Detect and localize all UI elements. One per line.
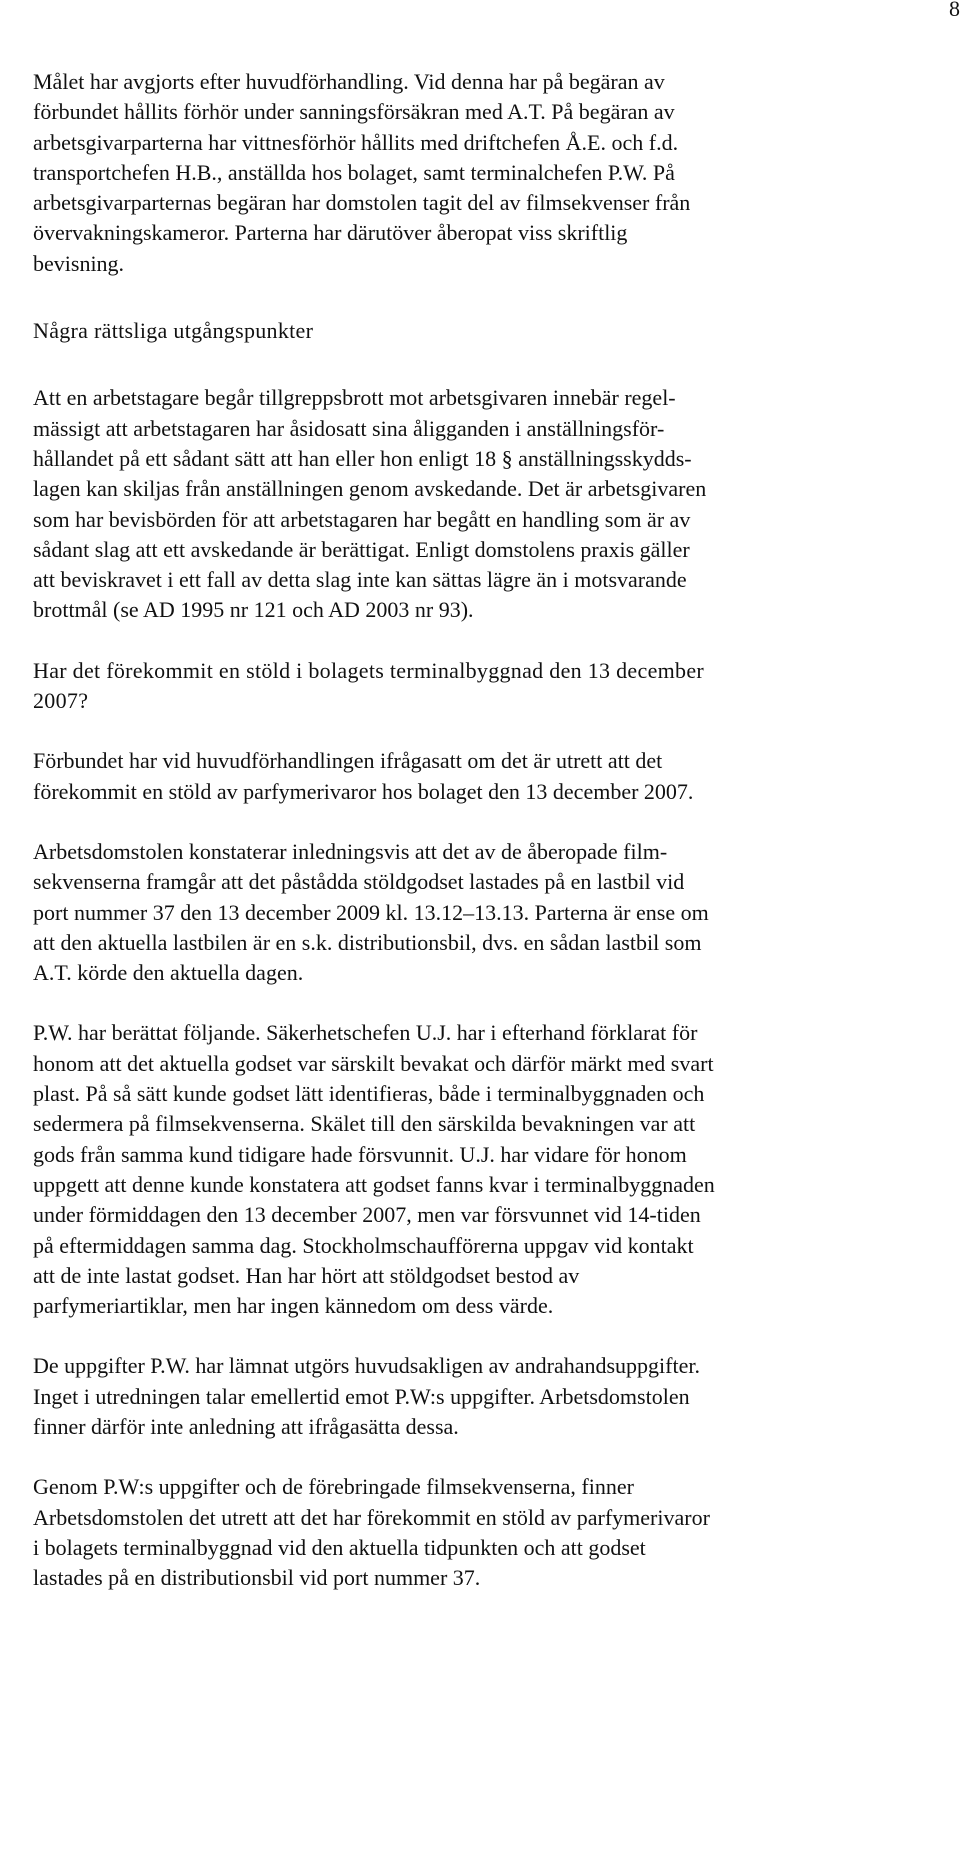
paragraph-union-challenge: Förbundet har vid huvudförhandlingen ifrågasatt om det är utrett att det förekommit en stöld av parfymerivaror hos bolaget den 13 december 2007. <box>33 748 694 804</box>
paragraph-second-hand-info: De uppgifter P.W. har lämnat utgörs huvudsakligen av andrahandsuppgifter. Inget i utredningen talar emellertid emot P.W:s uppgifter. Arbetsdomstolen finner därför inte anledning att ifrågasätta dessa. <box>33 1353 700 1439</box>
paragraph-pw-testimony: P.W. har berättat följande. Säkerhetschefen U.J. har i efterhand förklarat för honom att det aktuella godset var särskilt bevakat och därför märkt med svart plast. På så sätt kunde godset lätt identifieras, både i terminalbyggnaden och sedermera på filmsekvenserna. Skälet till den särskilda bevakningen var att gods från samma kund tidigare hade försvunnit. U.J. har vidare för honom uppgett att denne kunde konstatera att godset fanns kvar i terminalbyggnaden under förmiddagen den 13 december 2007, men var försvunnet vid 14-tiden på eftermiddagen samma dag. Stockholmschaufförerna uppgav vid kontakt att de inte lastat godset. Han har hört att stöldgodset bestod av parfymeriartiklar, men har ingen kännedom om dess värde. <box>33 1020 715 1319</box>
paragraph-court-findings: Arbetsdomstolen konstaterar inledningsvis att det av de åberopade film- sekvenserna framgår att det påstådda stöldgodset lastades på en lastbil vid port nummer 37 den 13 december 2009 kl. 13.12–13.13. Parterna är ense om att den aktuella lastbilen är en s.k. distributionsbil, dvs. en sådan lastbil som A.T. körde den aktuella dagen. <box>33 838 709 986</box>
section-heading-legal-principles: Några rättsliga utgångspunkter <box>33 318 314 344</box>
page-number: 8 <box>949 0 960 21</box>
paragraph-legal-principles: Att en arbetstagare begår tillgreppsbrott mot arbetsgivaren innebär regel- mässigt att arbetstagaren har åsidosatt sina åligganden i anställningsför- hållandet på ett sådant sätt att han eller hon enligt 18 § anställningsskydds- lagen kan skiljas från anställningen genom avskedande. Det är arbetsgivaren som har bevisbörden för att arbetstagaren har begått en handling som är av sådant slag att ett avskedande är berättigat. Enligt domstolens praxis gäller att beviskravet i ett fall av detta slag inte kan sättas lägre än i motsvarande brottmål (se AD 1995 nr 121 och AD 2003 nr 93). <box>33 385 707 623</box>
section-heading-theft-question: Har det förekommit en stöld i bolagets terminalbyggnad den 13 december 2007? <box>33 657 705 714</box>
paragraph-conclusion: Genom P.W:s uppgifter och de förebringade filmsekvenserna, finner Arbetsdomstolen det utrett att det har förekommit en stöld av parfymerivaror i bolagets terminalbyggnad vid den aktuella tidpunkten och att godset lastades på en distributionsbil vid port nummer 37. <box>33 1474 710 1591</box>
paragraph-proceedings: Målet har avgjorts efter huvudförhandling. Vid denna har på begäran av förbundet hållits förhör under sanningsförsäkran med A.T. På begäran av arbetsgivarparterna har vittnesförhör hållits med driftchefen Å.E. och f.d. transportchefen H.B., anställda hos bolaget, samt terminalchefen P.W. På arbetsgivarparternas begäran har domstolen tagit del av filmsekvenser från övervakningskameror. Parterna har därutöver åberopat viss skriftlig bevisning. <box>33 69 691 276</box>
document-body <box>33 67 938 1593</box>
